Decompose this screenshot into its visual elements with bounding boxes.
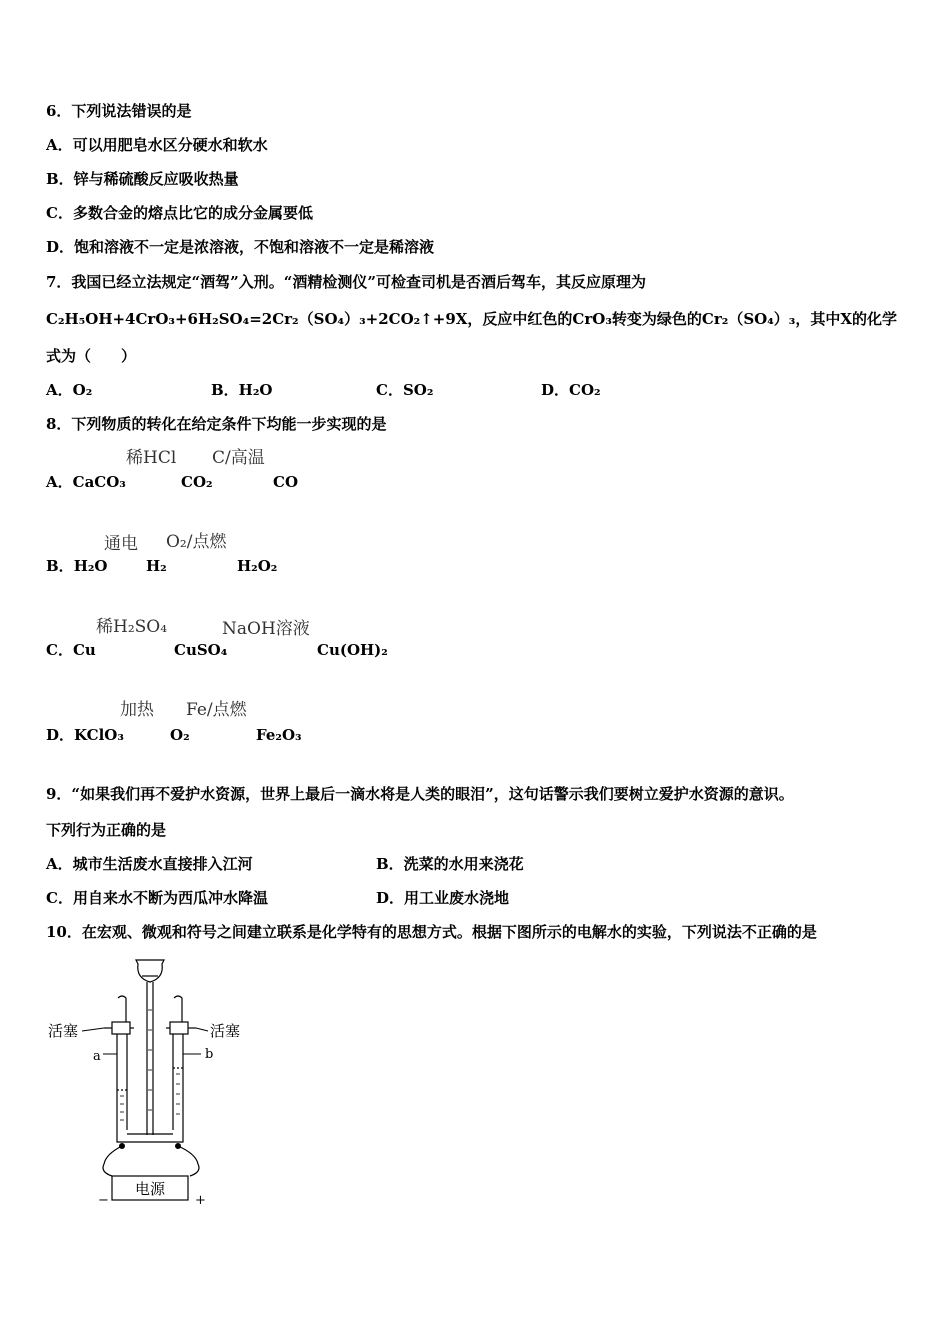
power-label: 电源 bbox=[135, 1180, 166, 1198]
q8-option-c[interactable] bbox=[46, 640, 96, 660]
tube-a-label: a bbox=[93, 1049, 101, 1064]
q8b-substance-3: H₂O₂ bbox=[237, 557, 278, 575]
q7-option-b[interactable]: B．H₂O bbox=[211, 381, 273, 399]
left-valve-label: 活塞 bbox=[48, 1022, 79, 1040]
right-wire bbox=[178, 1146, 199, 1176]
q7-stem-end: 式为（ ） bbox=[46, 347, 137, 365]
q8c-condition-2: NaOH溶液 bbox=[222, 619, 310, 639]
q6-option-b[interactable]: B．锌与稀硫酸反应吸收热量 bbox=[46, 170, 239, 188]
q10-stem: 10．在宏观、微观和符号之间建立联系是化学特有的思想方式。根据下图所示的电解水的实验，下列说法不正确的是 bbox=[46, 923, 817, 941]
q9-option-a[interactable]: A．城市生活废水直接排入江河 bbox=[46, 855, 253, 873]
q8a-condition-1: 稀HCl bbox=[126, 448, 177, 468]
q8-option-d[interactable] bbox=[46, 725, 124, 745]
q8a-substance-2: CO₂ bbox=[181, 473, 213, 491]
q8d-substance-1: KClO₃ bbox=[74, 726, 124, 744]
q7-option-d[interactable]: D．CO₂ bbox=[541, 381, 601, 399]
q6-option-d[interactable]: D．饱和溶液不一定是浓溶液，不饱和溶液不一定是稀溶液 bbox=[46, 238, 435, 256]
q9-option-b[interactable]: B．洗菜的水用来浇花 bbox=[376, 855, 524, 873]
q9-option-d[interactable]: D．用工业废水浇地 bbox=[376, 889, 510, 907]
q8b-condition-1: 通电 bbox=[104, 534, 138, 554]
q9-stem: 9．“如果我们再不爱护水资源，世界上最后一滴水将是人类的眼泪”，这句话警示我们要树立爱护水资源的意识。 bbox=[46, 785, 794, 803]
q8c-condition-1: 稀H₂SO₄ bbox=[96, 617, 168, 637]
left-tube-top bbox=[118, 996, 126, 1022]
q8c-substance-2: CuSO₄ bbox=[174, 641, 228, 659]
q8d-condition-2: Fe/点燃 bbox=[186, 700, 247, 720]
q8c-substance-3: Cu(OH)₂ bbox=[317, 641, 388, 659]
q8-stem: 8．下列物质的转化在给定条件下均能一步实现的是 bbox=[46, 415, 387, 433]
funnel-reservoir bbox=[136, 960, 164, 982]
electrolysis-apparatus-diagram bbox=[46, 950, 256, 1208]
q8a-condition-2: C/高温 bbox=[212, 448, 265, 468]
q8c-substance-1: Cu bbox=[72, 641, 96, 659]
right-tube-top bbox=[174, 996, 182, 1022]
q8d-substance-2: O₂ bbox=[170, 726, 190, 744]
q7-stem: 7．我国已经立法规定“酒驾”入刑。“酒精检测仪”可检查司机是否酒后驾车，其反应原理为 bbox=[46, 273, 646, 291]
left-electrode bbox=[119, 1143, 125, 1149]
q8b-substance-2: H₂ bbox=[146, 557, 167, 575]
q8-option-b[interactable] bbox=[46, 556, 108, 576]
q9-stem-2: 下列行为正确的是 bbox=[46, 821, 167, 839]
q8d-condition-1: 加热 bbox=[120, 700, 154, 720]
q8b-substance-1: H₂O bbox=[73, 557, 108, 575]
q7-option-a[interactable]: A．O₂ bbox=[46, 381, 93, 399]
tube-b-label: b bbox=[205, 1047, 214, 1062]
q7-option-c[interactable]: C．SO₂ bbox=[376, 381, 434, 399]
q8a-substance-3: CO bbox=[273, 473, 299, 491]
q8d-substance-3: Fe₂O₃ bbox=[256, 726, 302, 744]
left-wire bbox=[103, 1146, 122, 1176]
q8b-label: B． bbox=[46, 557, 74, 575]
q6-stem: 6．下列说法错误的是 bbox=[46, 102, 192, 120]
q8c-label: C． bbox=[46, 641, 73, 659]
q8d-label: D． bbox=[46, 726, 75, 744]
q7-equation: C₂H₅OH+4CrO₃+6H₂SO₄=2Cr₂（SO₄）₃+2CO₂↑+9X，反应中红色的CrO₃转变为绿色的Cr₂（SO₄）₃，其中X的化学 bbox=[46, 310, 898, 328]
q6-option-a[interactable]: A．可以用肥皂水区分硬水和软水 bbox=[46, 136, 268, 154]
q8a-substance-1: CaCO₃ bbox=[72, 473, 126, 491]
q6-option-c[interactable]: C．多数合金的熔点比它的成分金属要低 bbox=[46, 204, 313, 222]
q8-option-a[interactable] bbox=[46, 472, 126, 492]
right-valve-label: 活塞 bbox=[210, 1022, 241, 1040]
q9-option-c[interactable]: C．用自来水不断为西瓜冲水降温 bbox=[46, 889, 268, 907]
positive-terminal-label: + bbox=[195, 1193, 206, 1208]
negative-terminal-label: − bbox=[98, 1193, 109, 1208]
q8a-label: A． bbox=[46, 473, 73, 491]
q8b-condition-2: O₂/点燃 bbox=[166, 532, 227, 552]
right-electrode bbox=[175, 1143, 181, 1149]
